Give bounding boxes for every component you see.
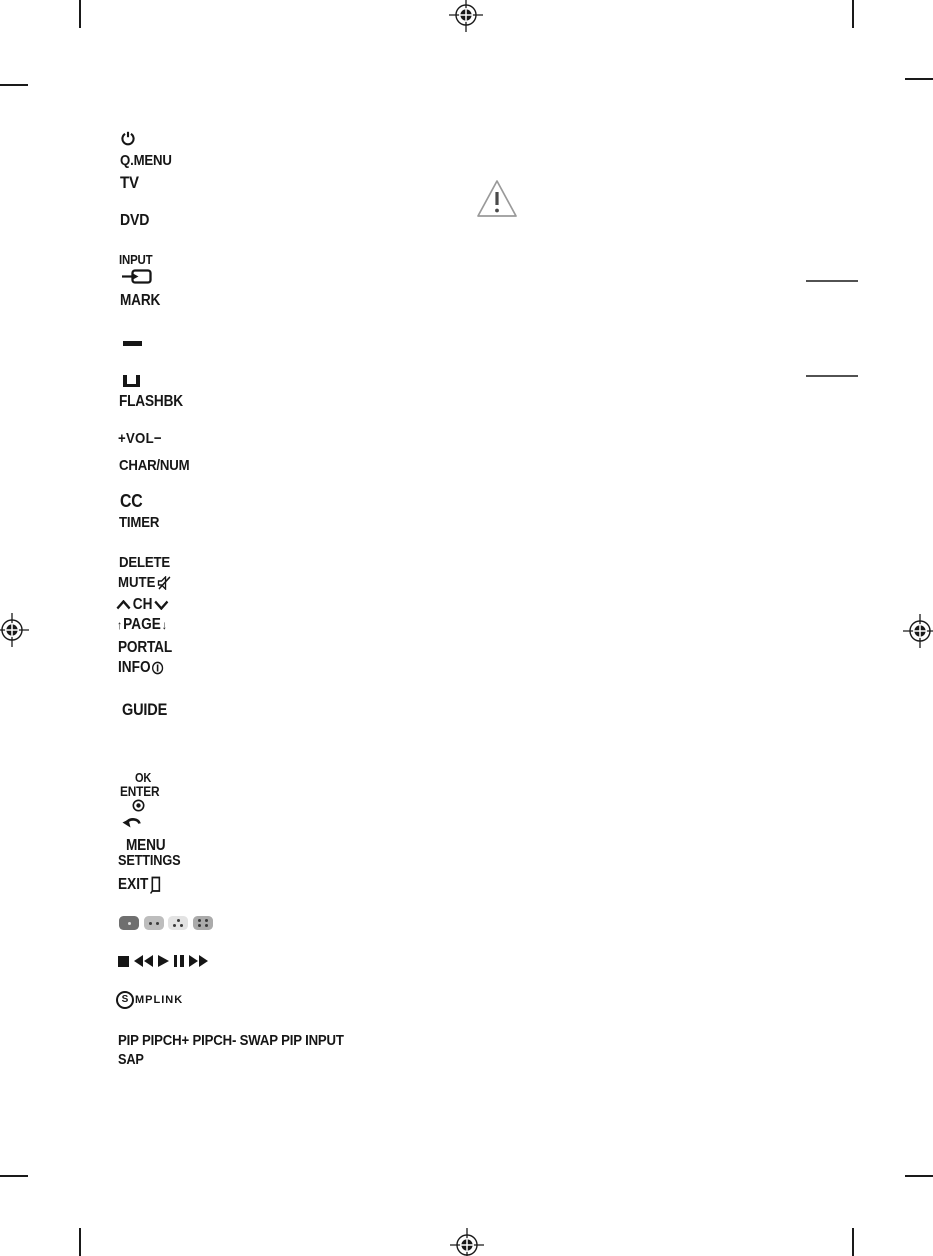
- label-menu: MENU: [126, 837, 166, 854]
- warning-triangle-icon: [475, 178, 519, 220]
- crop-mark-bottom-left: [79, 1228, 81, 1256]
- registration-mark-top-icon: [449, 0, 483, 32]
- exit-row: [118, 876, 162, 894]
- label-enter: ENTER: [120, 784, 160, 799]
- fast-forward-icon: [189, 955, 208, 967]
- dash-icon: [123, 341, 142, 346]
- gray-rule-upper: [806, 280, 858, 282]
- play-icon: [158, 955, 169, 967]
- green-button: [144, 916, 164, 930]
- open-bracket-icon: [123, 375, 140, 387]
- color-buttons-row: [119, 916, 213, 930]
- crop-mark-bottom-right: [852, 1228, 854, 1256]
- circled-dot-icon: [132, 799, 145, 812]
- label-ch: CH: [132, 596, 153, 613]
- registration-mark-bottom-icon: [450, 1228, 484, 1256]
- label-guide: GUIDE: [122, 701, 168, 719]
- crop-mark-right-lower: [905, 1175, 933, 1177]
- rewind-icon: [134, 955, 153, 967]
- label-portal: PORTAL: [118, 639, 173, 656]
- playback-row: [118, 955, 208, 967]
- label-exit: EXIT: [118, 876, 149, 894]
- mute-speaker-icon: [156, 576, 171, 590]
- crop-mark-left-upper: [0, 84, 28, 86]
- exit-door-icon: [150, 876, 161, 894]
- chevron-down-icon: [154, 600, 169, 610]
- label-char-num: CHAR/NUM: [119, 457, 190, 474]
- pause-icon: [174, 955, 184, 967]
- label-mark: MARK: [120, 292, 161, 309]
- chevron-up-icon: [116, 600, 131, 610]
- label-vol: +VOL−: [118, 430, 162, 447]
- label-pip-row: PIP PIPCH+ PIPCH- SWAP PIP INPUT: [118, 1032, 344, 1049]
- label-delete: DELETE: [119, 554, 171, 571]
- crop-mark-top-left: [79, 0, 81, 28]
- label-q-menu: Q.MENU: [120, 152, 172, 169]
- crop-mark-right-upper: [905, 78, 933, 80]
- label-mute: MUTE: [118, 574, 156, 591]
- simplink-s-icon: S: [116, 991, 134, 1009]
- label-settings: SETTINGS: [118, 853, 181, 869]
- label-cc: CC: [120, 491, 143, 511]
- gray-rule-lower: [806, 375, 858, 377]
- label-input: INPUT: [119, 252, 153, 267]
- registration-mark-right-icon: [903, 614, 933, 648]
- input-source-icon: [122, 269, 152, 284]
- blue-button: [193, 916, 213, 930]
- label-info: INFO: [118, 659, 151, 676]
- page-up-arrow-icon: ↑: [117, 617, 123, 632]
- page-row: [117, 617, 167, 633]
- label-page: PAGE: [123, 616, 161, 633]
- simplink-text: MPLINK: [135, 993, 184, 1006]
- crop-mark-top-right: [852, 0, 854, 28]
- label-ok: OK: [135, 771, 152, 785]
- crop-mark-left-lower: [0, 1175, 28, 1177]
- channel-row: [116, 597, 169, 613]
- power-icon: [121, 131, 135, 146]
- circled-i-icon: [151, 661, 163, 675]
- label-dvd: DVD: [120, 212, 150, 229]
- page-down-arrow-icon: ↓: [161, 617, 167, 632]
- yellow-button: [168, 916, 188, 930]
- label-sap: SAP: [118, 1052, 144, 1068]
- back-arrow-icon: [121, 816, 143, 831]
- stop-icon: [118, 956, 129, 967]
- red-button: [119, 916, 139, 930]
- label-tv: TV: [120, 173, 139, 192]
- simplink-logo: [116, 991, 183, 1009]
- registration-mark-left-icon: [0, 613, 29, 647]
- label-flashbk: FLASHBK: [119, 393, 183, 410]
- mute-row: [118, 575, 171, 590]
- info-row: [118, 660, 164, 676]
- label-timer: TIMER: [119, 514, 160, 531]
